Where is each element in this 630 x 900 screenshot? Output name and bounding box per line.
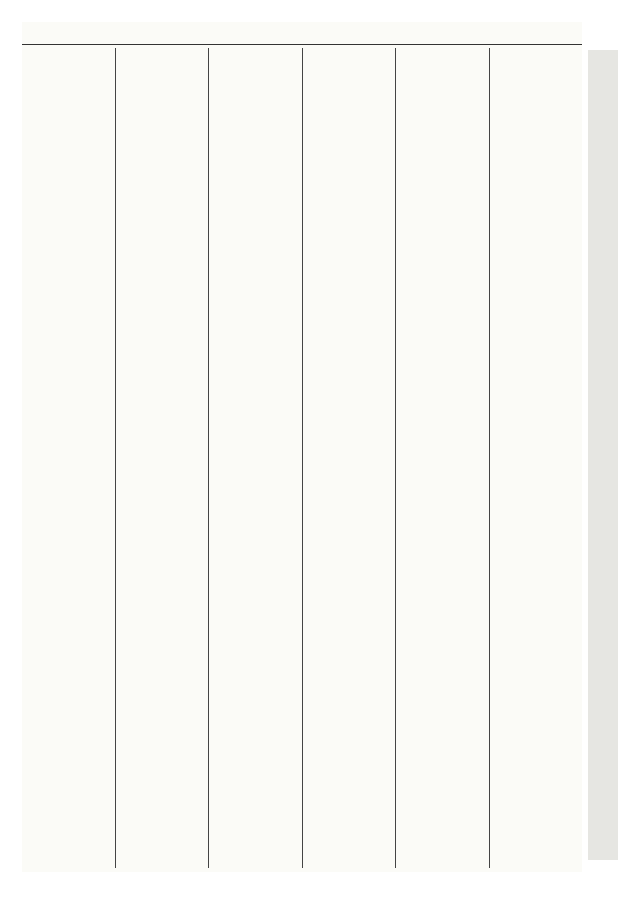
column-4 (302, 48, 396, 868)
column-1 (22, 48, 115, 868)
newspaper-page (22, 22, 582, 872)
column-6 (489, 48, 583, 868)
page-edge-strip (588, 50, 618, 860)
column-area (22, 48, 582, 868)
column-5 (395, 48, 489, 868)
column-2 (115, 48, 209, 868)
header-rule (22, 44, 582, 45)
column-3 (208, 48, 302, 868)
